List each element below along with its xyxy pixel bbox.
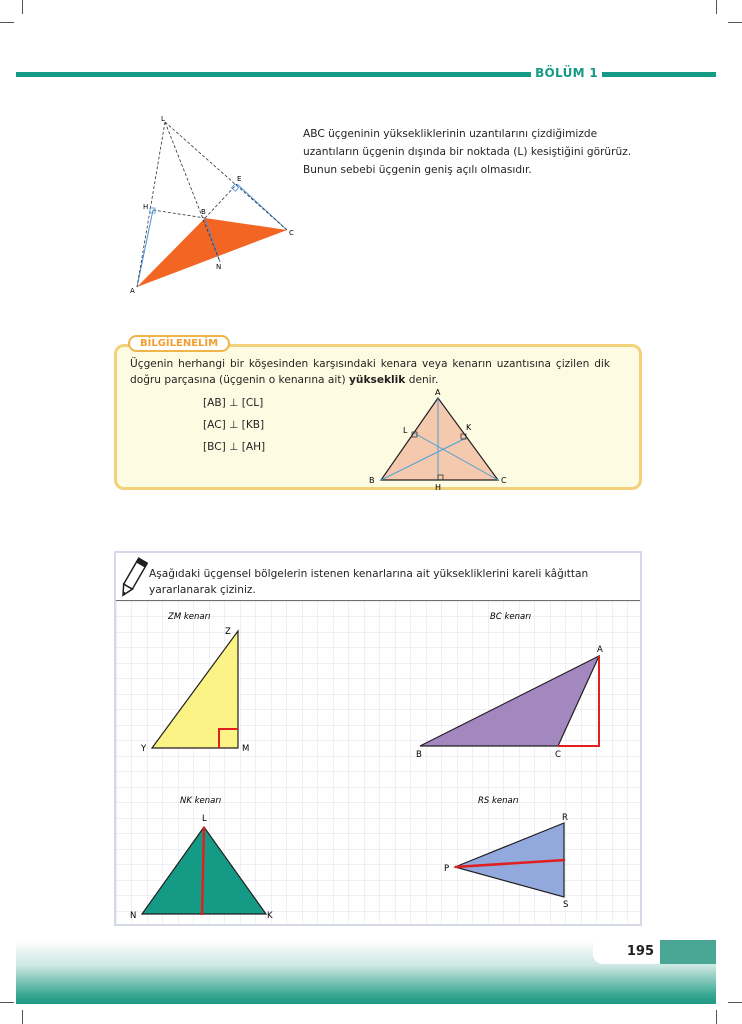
triangle-abc <box>137 218 287 287</box>
definition-term: yükseklik <box>349 374 406 386</box>
relation-bc-ah: [BC] ⊥ [AH] <box>203 441 266 453</box>
page-tab <box>660 940 716 964</box>
crop-mark <box>716 0 717 14</box>
label-a: A <box>435 388 441 397</box>
obtuse-triangle-figure <box>125 112 305 297</box>
caption-bc: BC kenarı <box>490 612 532 622</box>
crop-mark <box>728 1002 742 1003</box>
relation-ab-cl: [AB] ⊥ [CL] <box>203 397 264 409</box>
label-h: H <box>435 483 442 492</box>
crop-mark <box>728 22 742 23</box>
label-k: K <box>466 423 472 432</box>
intro-paragraph: ABC üçgeninin yüksekliklerinin uzantılarını çizdiğimizde uzantıların üçgenin dışında bir noktada (L) kesiştiğini görürüz. Bunun sebebi üçgenin geniş açılı olmasıdır. <box>303 128 632 176</box>
label-z: Z <box>225 627 231 637</box>
label-s: S <box>563 900 569 910</box>
crop-mark <box>0 1002 14 1003</box>
crop-mark <box>22 1010 23 1024</box>
chapter-label: BÖLÜM 1 <box>531 66 602 80</box>
dashed-be <box>205 184 237 218</box>
caption-zm: ZM kenarı <box>168 612 211 622</box>
relation-ac-kb: [AC] ⊥ [KB] <box>203 419 265 431</box>
label-e: E <box>237 175 242 183</box>
info-title: BİLGİLENELİM <box>128 335 230 352</box>
activity-instruction: Aşağıdaki üçgensel bölgelerin istenen kenarlarına ait yüksekliklerini kareli kâğıttan yararlanarak çiziniz. <box>149 568 589 596</box>
label-l: L <box>202 814 207 824</box>
label-r: R <box>562 813 568 823</box>
caption-nk: NK kenarı <box>180 796 222 806</box>
label-c: C <box>555 750 561 760</box>
label-h: H <box>143 203 149 211</box>
triangle-abc-acute <box>381 398 498 480</box>
crop-mark <box>22 0 23 14</box>
dashed-hb <box>153 210 205 218</box>
label-b: B <box>416 750 422 760</box>
grid-paper <box>116 601 640 924</box>
caption-rs: RS kenarı <box>478 796 519 806</box>
crop-mark <box>716 1010 717 1024</box>
dashed-la <box>137 122 165 287</box>
label-a: A <box>130 287 135 295</box>
header-rule <box>16 72 716 77</box>
definition-part: denir. <box>405 374 439 386</box>
label-n: N <box>216 263 222 271</box>
info-definition <box>130 356 610 388</box>
label-c: C <box>289 229 294 237</box>
crop-mark <box>0 22 14 23</box>
right-angle-mark <box>232 184 239 191</box>
label-m: M <box>242 744 250 754</box>
pencil-icon <box>118 556 148 600</box>
label-b: B <box>369 476 375 485</box>
label-l: L <box>161 115 165 123</box>
definition-part: Üçgenin herhangi bir köşesinden karşısındaki kenara veya kenarın uzantısına çizilen dik doğru parçasına (üçgenin o kenarına ait) <box>130 358 610 386</box>
label-c: C <box>501 476 507 485</box>
label-a: A <box>597 645 603 655</box>
label-n: N <box>130 911 137 921</box>
label-y: Y <box>141 744 147 754</box>
label-k: K <box>267 911 273 921</box>
label-p: P <box>444 864 450 874</box>
label-b: B <box>201 208 206 216</box>
page-number: 195 <box>593 940 660 964</box>
label-l: L <box>403 426 408 435</box>
acute-triangle-figure <box>366 386 526 494</box>
